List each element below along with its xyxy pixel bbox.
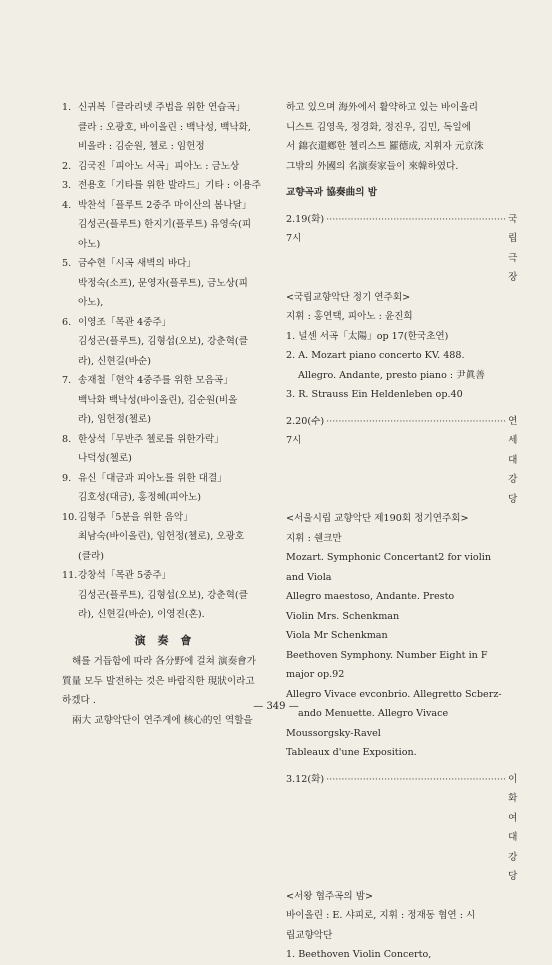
section-title: 교향곡과 協奏曲의 밤 xyxy=(286,187,378,198)
concert2-date-row: 2.20(수) 7시 ··························································· 연세대 강당 xyxy=(286,412,500,510)
list-item-line: 금수현「시곡 새벽의 바다」 xyxy=(78,258,196,269)
paragraph-line: 兩大 교향악단이 연주계에 核心的인 역할을 xyxy=(72,714,253,726)
concert3-date: 3.12(화) xyxy=(286,773,325,785)
concert3-venue: 이화여대 강당 xyxy=(508,773,518,882)
list-item-line: 백낙화 백낙성(바이올린), 김순원(비올 xyxy=(78,394,238,406)
list-item xyxy=(62,313,268,372)
list-item-line: 김성곤(플루트), 김형섭(오보), 강춘혁(클 xyxy=(78,336,248,347)
list-item-number: 5. xyxy=(62,258,72,269)
list-item-number: 3. xyxy=(62,180,72,191)
list-item-line: 한상석「무반주 첼로를 위한가락」 xyxy=(78,433,224,445)
list-item-number: 7. xyxy=(62,375,72,386)
section-heading-concerts: 演 奏 會 xyxy=(134,633,196,647)
list-item-number: 2. xyxy=(62,160,72,172)
paragraph xyxy=(62,711,268,731)
list-item-number: 6. xyxy=(62,316,72,328)
composition-list xyxy=(62,98,268,625)
intro-line: 서 錦衣還鄕한 첼리스트 羅德成, 지휘자 元京洙 xyxy=(286,141,484,152)
list-item-line: 송재철「현악 4중주를 위한 모음곡」 xyxy=(78,375,233,386)
program-line: 3. R. Strauss Ein Heldenleben op.40 xyxy=(286,389,463,400)
concert2-venue: 연세대 강당 xyxy=(508,415,518,505)
list-item-line: 라), 신현길(바순) xyxy=(78,355,151,367)
list-item-line: 김성곤(플루트), 김형섭(오보), 강춘혁(클 xyxy=(78,589,248,601)
list-item-number: 11. xyxy=(62,570,78,581)
list-item xyxy=(62,371,268,430)
paragraph-line: 質量 모두 발전하는 것은 바람직한 現狀이라고 xyxy=(62,675,255,687)
list-item-line: 김국진「피아노 서곡」피아노 : 금노상 xyxy=(78,160,240,172)
list-item-number: 8. xyxy=(62,433,72,445)
list-item xyxy=(62,196,268,255)
list-item-line: 박정숙(소프), 문영자(플루트), 금노상(피 xyxy=(78,277,248,289)
list-item-line: 박찬석「플루트 2중주 마이산의 봄나달」 xyxy=(78,199,252,211)
list-item-number: 10. xyxy=(62,511,78,523)
program-line: major op.92 xyxy=(286,669,345,680)
intro-line: 그밖의 外國의 名演奏家들이 來韓하였다. xyxy=(286,160,459,172)
program-line: 2. A. Mozart piano concerto KV. 488. xyxy=(286,350,465,361)
list-item-number: 1. xyxy=(62,102,72,113)
list-item-line: 클라 : 오광호, 바이올린 : 백낙성, 백낙화, xyxy=(78,121,251,133)
concert2-program xyxy=(286,548,500,763)
list-item-line: 최남숙(바이올린), 임헌정(첼로), 오광호 xyxy=(78,531,245,542)
list-item xyxy=(62,176,268,196)
intro-paragraphs xyxy=(62,652,268,730)
list-item-line: 김호성(대금), 홍정혜(피아노) xyxy=(78,492,202,503)
concert2-conductor: 지휘 : 쉔크만 xyxy=(286,532,342,544)
list-item-line: 유신「대금과 피아노를 위한 대결」 xyxy=(78,472,227,484)
program-line: and Viola xyxy=(286,571,332,583)
concert2-title: <서울시립 교향악단 제190회 정기연주회> xyxy=(286,513,469,524)
concert1-date: 2.19(화) 7시 xyxy=(286,213,325,244)
concert1-program xyxy=(286,327,500,405)
list-item xyxy=(62,157,268,177)
list-item-line: 이영조「목관 4중주」 xyxy=(78,316,172,328)
program-line: Violin Mrs. Schenkman xyxy=(286,610,400,622)
concert3-date-row: 3.12(화) ··························································· 이화여대 강당 xyxy=(286,770,500,887)
list-item-line: 비올라 : 김순원, 첼로 : 임헌정 xyxy=(78,141,205,152)
list-item-line: 전용호「기타를 위한 발라드」기타 : 이용주 xyxy=(78,180,261,191)
list-item xyxy=(62,469,268,508)
list-item-line: 김성곤(플루트) 한지기(플루트) 유영숙(피 xyxy=(78,219,252,230)
program-line: 1. Beethoven Violin Concerto, xyxy=(286,949,432,960)
intro-line: 하고 있으며 海外에서 활약하고 있는 바이올리 xyxy=(286,102,478,113)
list-item xyxy=(62,566,268,625)
left-column xyxy=(62,98,268,730)
list-item-line: 나덕성(첼로) xyxy=(78,453,132,464)
concert1-conductor: 지휘 : 홍연택, 피아노 : 윤진희 xyxy=(286,311,413,322)
program-line: Allegro. Andante, presto piano : 尹眞善 xyxy=(298,369,485,381)
intro-line: 니스트 김영욱, 정경화, 정진우, 김민, 독일에 xyxy=(286,121,471,133)
concert1-title: <국립교향악단 정기 연주회> xyxy=(286,291,411,303)
program-line: Allegro Vivace evconbrio. Allegretto Scberz- xyxy=(286,688,502,700)
program-line: Mozart. Symphonic Concertant2 for violin xyxy=(286,552,492,563)
program-line: ando Menuette. Allegro Vivace xyxy=(298,708,449,719)
program-line: Allegro maestoso, Andante. Presto xyxy=(286,591,455,602)
list-item-line: 김형주「5분을 위한 음악」 xyxy=(78,511,193,523)
page-number: — 349 — xyxy=(253,701,299,712)
list-item-line: 아노) xyxy=(78,238,101,250)
program-line: 립교향악단 xyxy=(286,929,333,941)
list-item xyxy=(62,508,268,567)
program-line: Tableaux d'une Exposition. xyxy=(286,747,417,758)
list-item-number: 9. xyxy=(62,472,72,484)
intro-continuation xyxy=(286,98,500,176)
list-item xyxy=(62,98,268,157)
right-column xyxy=(286,98,518,965)
list-item-number: 4. xyxy=(62,199,72,211)
list-item-line: 라), 임헌정(첼로) xyxy=(78,414,151,425)
program-line: 바이올린 : E. 샤피로, 지휘 : 정재동 협연 : 시 xyxy=(286,910,476,921)
concert3-program xyxy=(286,906,500,965)
list-item xyxy=(62,430,268,469)
list-item-line: 아노), xyxy=(78,297,104,308)
concert1-venue: 국립극장 xyxy=(508,213,518,283)
program-line: Moussorgsky-Ravel xyxy=(286,727,381,739)
program-line: Viola Mr Schenkman xyxy=(286,630,388,641)
program-line: 1. 널센 서곡「太陽」op 17(한국초연) xyxy=(286,330,449,342)
list-item xyxy=(62,254,268,313)
concert3-title: <서왕 협주곡의 밤> xyxy=(286,890,374,902)
list-item-line: (클라) xyxy=(78,550,105,562)
program-line: Beethoven Symphony. Number Eight in F xyxy=(286,649,488,661)
concert2-date: 2.20(수) 7시 xyxy=(286,415,325,446)
list-item-line: 강창석「목관 5중주」 xyxy=(78,570,172,581)
paragraph-line: 하겠다 . xyxy=(62,695,96,706)
list-item-line: 라), 신현길(바순), 이영진(혼). xyxy=(78,609,205,620)
paragraph-line: 해를 거듭함에 따라 各分野에 걸쳐 演奏會가 xyxy=(72,656,257,667)
concert1-date-row: 2.19(화) 7시 ··························································· 국립극장 xyxy=(286,210,500,288)
list-item-line: 신귀복「클라리넷 주법을 위한 연습곡」 xyxy=(78,102,246,113)
